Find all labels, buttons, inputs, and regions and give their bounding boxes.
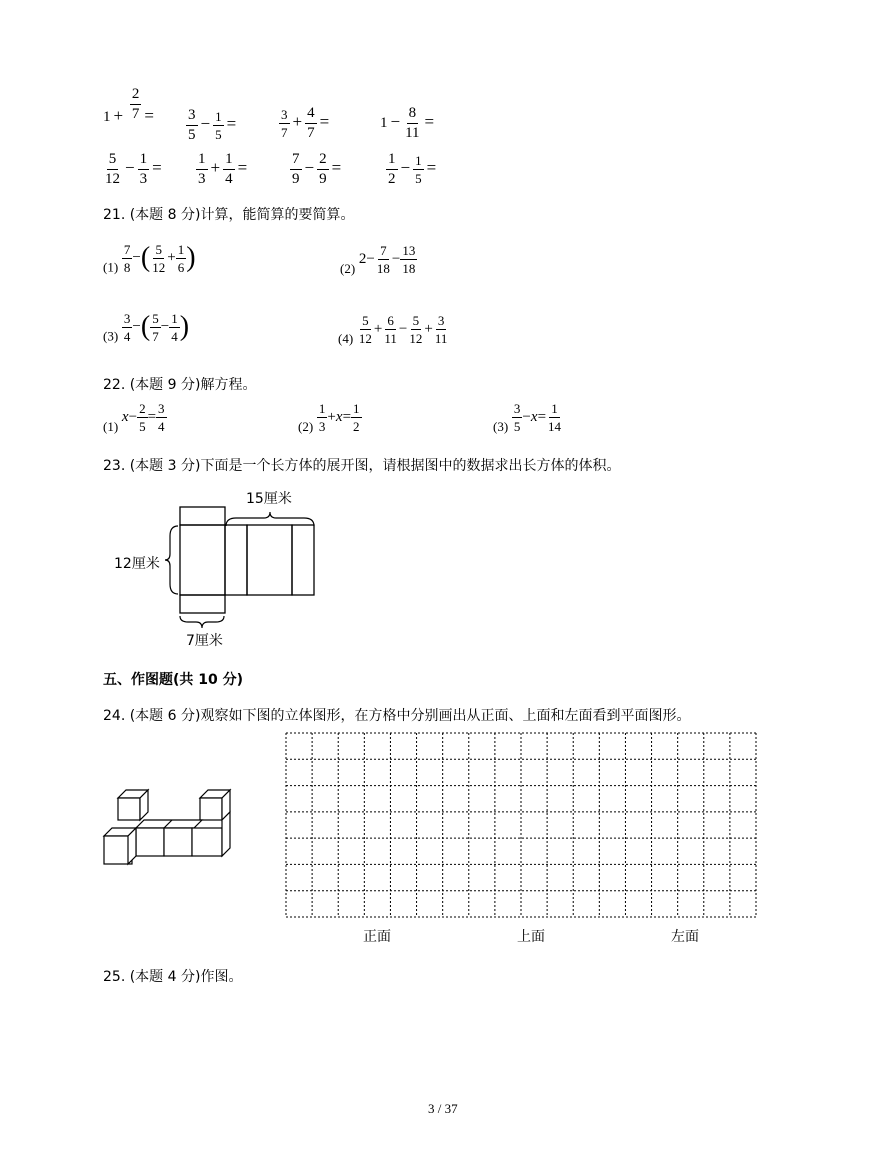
oral-calc-4: 1 − $\frac{8}{11}$ =	[380, 105, 435, 141]
q21-item-4: (4) $\frac{5}{12}$ + $\frac{6}{11}$ − $\frac{5}{12}$ + $\frac{3}{11}$	[338, 313, 448, 346]
q21-title: 21. (本题 8 分)计算，能简算的要简算。	[103, 207, 355, 223]
oral-calc-1: 1 + $\frac{2}{7}$ =	[103, 86, 154, 125]
q25-title: 25. (本题 4 分)作图。	[103, 969, 243, 985]
q22-item-1: (1) x− $\frac{2}{5}$ = $\frac{3}{4}$	[103, 401, 165, 434]
brace-left	[164, 524, 180, 596]
label-12cm: 12厘米	[114, 556, 160, 572]
page-number: 3 / 37	[428, 1101, 458, 1116]
q21-item-1: (1) $\frac{7}{8}$ −( $\frac{5}{12}$ + $\frac{1}{6}$ )	[103, 241, 196, 275]
drawing-grid[interactable]	[285, 732, 757, 918]
q22-title: 22. (本题 9 分)解方程。	[103, 377, 257, 393]
q22-item-3: (3) $\frac{3}{5}$ −x= $\frac{1}{14}$	[493, 401, 562, 434]
view-label-left: 左面	[671, 929, 699, 945]
brace-top	[224, 510, 316, 528]
label-7cm: 7厘米	[186, 633, 223, 649]
oral-calc-2: $\frac{3}{5}$ − $\frac{1}{5}$ =	[188, 107, 237, 143]
q21-item-3: (3) $\frac{3}{4}$ −( $\frac{5}{7}$ − $\frac{1}{4}$ )	[103, 310, 190, 344]
oral-calc-3: $\frac{3}{7}$ + $\frac{4}{7}$ =	[281, 105, 330, 141]
oral-calc-6: $\frac{1}{3}$ + $\frac{1}{4}$ =	[198, 151, 248, 187]
q24-title: 24. (本题 6 分)观察如下图的立体图形，在方格中分别画出从正面、上面和左面看到平面图形。	[103, 708, 691, 724]
brace-bottom	[178, 614, 226, 630]
oral-calc-7: $\frac{7}{9}$ − $\frac{2}{9}$ =	[292, 151, 342, 187]
view-label-front: 正面	[363, 929, 391, 945]
q22-item-2: (2) $\frac{1}{3}$ +x= $\frac{1}{2}$	[298, 401, 360, 434]
q21-item-2: (2) 2− $\frac{7}{18}$ − $\frac{13}{18}$	[340, 243, 416, 276]
label-15cm: 15厘米	[246, 491, 292, 507]
oral-calc-5: $\frac{5}{12}$ − $\frac{1}{3}$ =	[105, 151, 162, 187]
view-label-top: 上面	[517, 929, 545, 945]
solid-figure	[100, 786, 240, 870]
oral-calc-8: $\frac{1}{2}$ − $\frac{1}{5}$ =	[388, 151, 437, 187]
q23-title: 23. (本题 3 分)下面是一个长方体的展开图，请根据图中的数据求出长方体的体积。	[103, 458, 621, 474]
section-5-heading: 五、作图题(共 10 分)	[103, 672, 244, 688]
